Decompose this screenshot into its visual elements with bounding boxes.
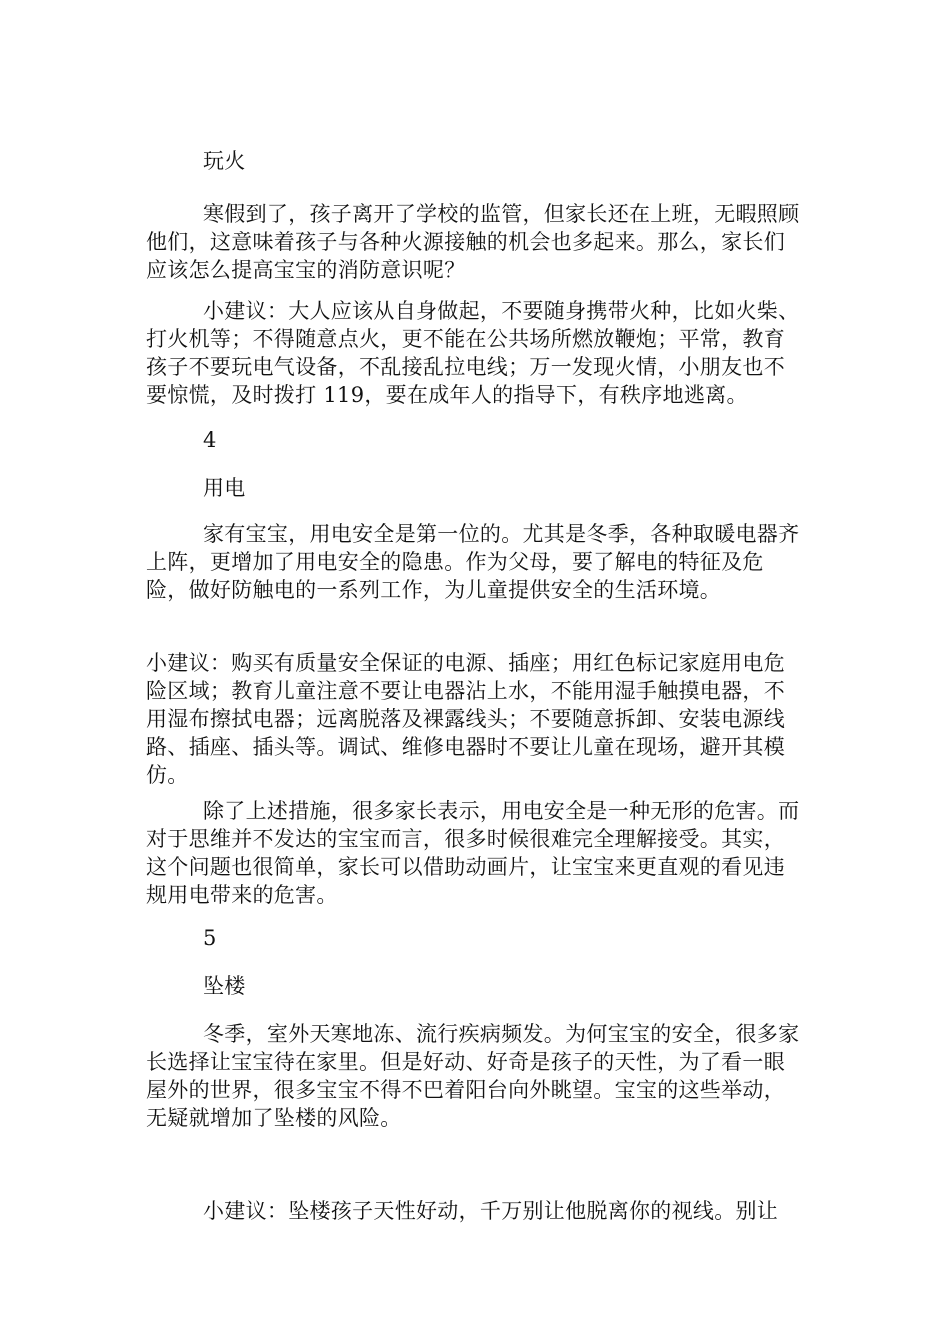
- electricity-intro-paragraph: 家有宝宝，用电安全是第一位的。尤其是冬季，各种取暖电器齐上阵，更增加了用电安全的隐患。作为父母，要了解电的特征及危险，做好防触电的一系列工作，为儿童提供安全的生活环境。: [146, 522, 800, 602]
- electricity-extra-paragraph: 除了上述措施，很多家长表示，用电安全是一种无形的危害。而对于思维并不发达的宝宝而言，很多时候很难完全理解接受。其实，这个问题也很简单，家长可以借助动画片，让宝宝来更直观的看见违规用电带来的危害。: [146, 799, 800, 907]
- falling-intro-paragraph: 冬季，室外天寒地冻、流行疾病频发。为何宝宝的安全，很多家长选择让宝宝待在家里。但是好动、好奇是孩子的天性，为了看一眼屋外的世界，很多宝宝不得不巴着阳台向外眺望。宝宝的这些举动，无疑就增加了坠楼的风险。: [146, 1022, 800, 1130]
- heading-electricity: 用电: [203, 476, 246, 500]
- heading-falling: 坠楼: [203, 974, 246, 998]
- section-number-4: 4: [203, 428, 217, 452]
- fire-tips-paragraph: 小建议：大人应该从自身做起，不要随身携带火种，比如火柴、打火机等；不得随意点火，更不能在公共场所燃放鞭炮；平常，教育孩子不要玩电气设备，不乱接乱拉电线；万一发现火情，小朋友也不要惊慌，及时拨打 119，要在成年人的指导下，有秩序地逃离。: [146, 299, 800, 407]
- electricity-tips-paragraph: 小建议：购买有质量安全保证的电源、插座；用红色标记家庭用电危险区域；教育儿童注意不要让电器沾上水，不能用湿手触摸电器，不用湿布擦拭电器；远离脱落及裸露线头；不要随意拆卸、安装电源线路、插座、插头等。调试、维修电器时不要让儿童在现场，避开其模仿。: [146, 651, 785, 787]
- falling-tips-paragraph: 小建议：坠楼孩子天性好动，千万别让他脱离你的视线。别让: [203, 1199, 779, 1223]
- heading-fire: 玩火: [203, 149, 246, 173]
- section-number-5: 5: [203, 926, 217, 950]
- fire-intro-paragraph: 寒假到了，孩子离开了学校的监管，但家长还在上班，无暇照顾他们，这意味着孩子与各种火源接触的机会也多起来。那么，家长们应该怎么提高宝宝的消防意识呢？: [146, 202, 800, 282]
